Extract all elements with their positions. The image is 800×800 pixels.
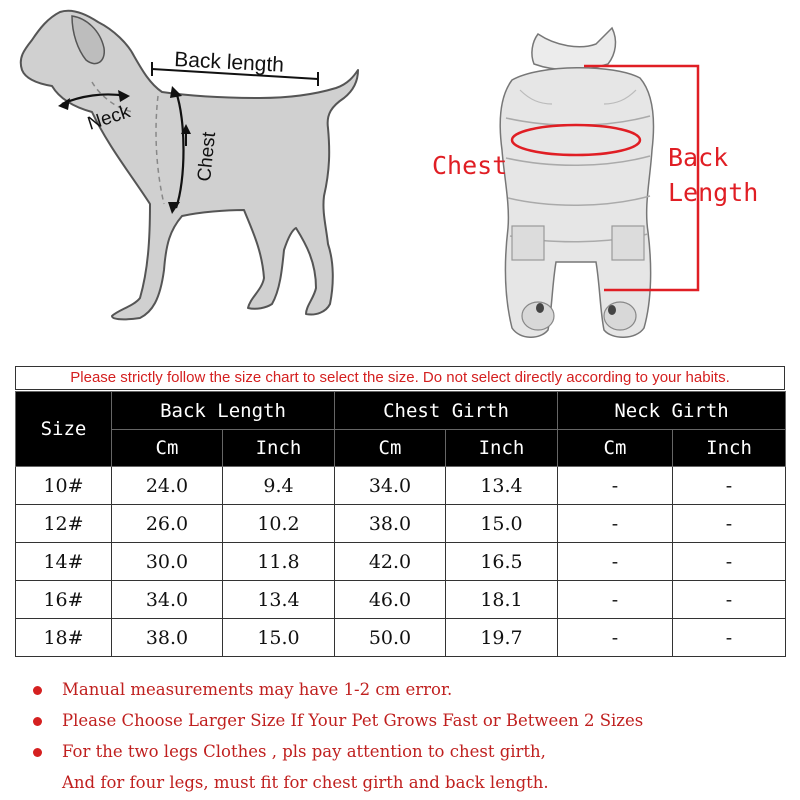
table-cell: 9.4	[223, 467, 335, 505]
unit-header: Inch	[673, 430, 786, 467]
table-cell: 16.5	[446, 543, 558, 581]
table-cell: -	[673, 581, 786, 619]
group-neck-girth: Neck Girth	[558, 392, 786, 430]
table-cell: 13.4	[446, 467, 558, 505]
back-length-label: Back length	[173, 48, 285, 77]
note-item	[30, 674, 790, 705]
table-cell: -	[558, 619, 673, 657]
table-row	[16, 505, 786, 543]
group-back-length: Back Length	[112, 392, 335, 430]
neck-label: Neck	[85, 101, 133, 135]
table-cell: 19.7	[446, 619, 558, 657]
unit-header: Cm	[558, 430, 673, 467]
table-cell: 26.0	[112, 505, 223, 543]
unit-header: Cm	[335, 430, 446, 467]
note-text: Manual measurements may have 1-2 cm error.	[62, 680, 453, 699]
table-cell: 34.0	[335, 467, 446, 505]
size-notice: Please strictly follow the size chart to select the size. Do not select directly according to your habits.	[15, 366, 785, 390]
note-item	[30, 705, 790, 736]
bullet-icon	[33, 717, 42, 726]
unit-header: Inch	[223, 430, 335, 467]
table-header-units	[16, 430, 786, 467]
bullet-icon	[33, 748, 42, 757]
table-cell: 42.0	[335, 543, 446, 581]
illustrations	[0, 0, 800, 360]
garment-length-label: Length	[668, 178, 759, 207]
size-cell: 14#	[16, 543, 112, 581]
unit-header: Inch	[446, 430, 558, 467]
note-text: Please Choose Larger Size If Your Pet Grows Fast or Between 2 Sizes	[62, 711, 644, 730]
note-text: For the two legs Clothes , pls pay attention to chest girth,	[62, 742, 546, 761]
garment-chest-label: Chest	[432, 151, 508, 180]
unit-header: Cm	[112, 430, 223, 467]
bullet-icon	[33, 686, 42, 695]
table-header-groups	[16, 392, 786, 430]
garment-back-label: Back	[668, 143, 729, 172]
table-cell: 24.0	[112, 467, 223, 505]
notes-list	[30, 674, 790, 798]
table-cell: 38.0	[335, 505, 446, 543]
group-chest-girth: Chest Girth	[335, 392, 558, 430]
table-cell: 46.0	[335, 581, 446, 619]
size-cell: 16#	[16, 581, 112, 619]
table-row	[16, 619, 786, 657]
table-row	[16, 543, 786, 581]
table-cell: 15.0	[223, 619, 335, 657]
table-cell: -	[673, 467, 786, 505]
table-cell: -	[558, 505, 673, 543]
dog-diagram	[21, 11, 358, 320]
garment-diagram	[432, 28, 758, 337]
size-chart-table	[15, 391, 786, 657]
table-cell: 34.0	[112, 581, 223, 619]
note-item-continued	[30, 767, 790, 798]
table-cell: 15.0	[446, 505, 558, 543]
note-text: And for four legs, must fit for chest girth and back length.	[62, 773, 549, 792]
table-cell: 10.2	[223, 505, 335, 543]
table-cell: -	[558, 581, 673, 619]
chest-label: Chest	[194, 130, 221, 183]
table-cell: -	[673, 543, 786, 581]
table-cell: 50.0	[335, 619, 446, 657]
size-cell: 12#	[16, 505, 112, 543]
table-cell: 30.0	[112, 543, 223, 581]
table-row	[16, 581, 786, 619]
size-header: Size	[16, 392, 112, 467]
garment-body	[500, 68, 653, 338]
note-item	[30, 736, 790, 767]
table-cell: 13.4	[223, 581, 335, 619]
table-cell: -	[673, 505, 786, 543]
table-row	[16, 467, 786, 505]
table-cell: 38.0	[112, 619, 223, 657]
table-cell: -	[558, 467, 673, 505]
table-cell: 18.1	[446, 581, 558, 619]
table-cell: 11.8	[223, 543, 335, 581]
table-cell: -	[673, 619, 786, 657]
size-cell: 10#	[16, 467, 112, 505]
size-cell: 18#	[16, 619, 112, 657]
table-cell: -	[558, 543, 673, 581]
